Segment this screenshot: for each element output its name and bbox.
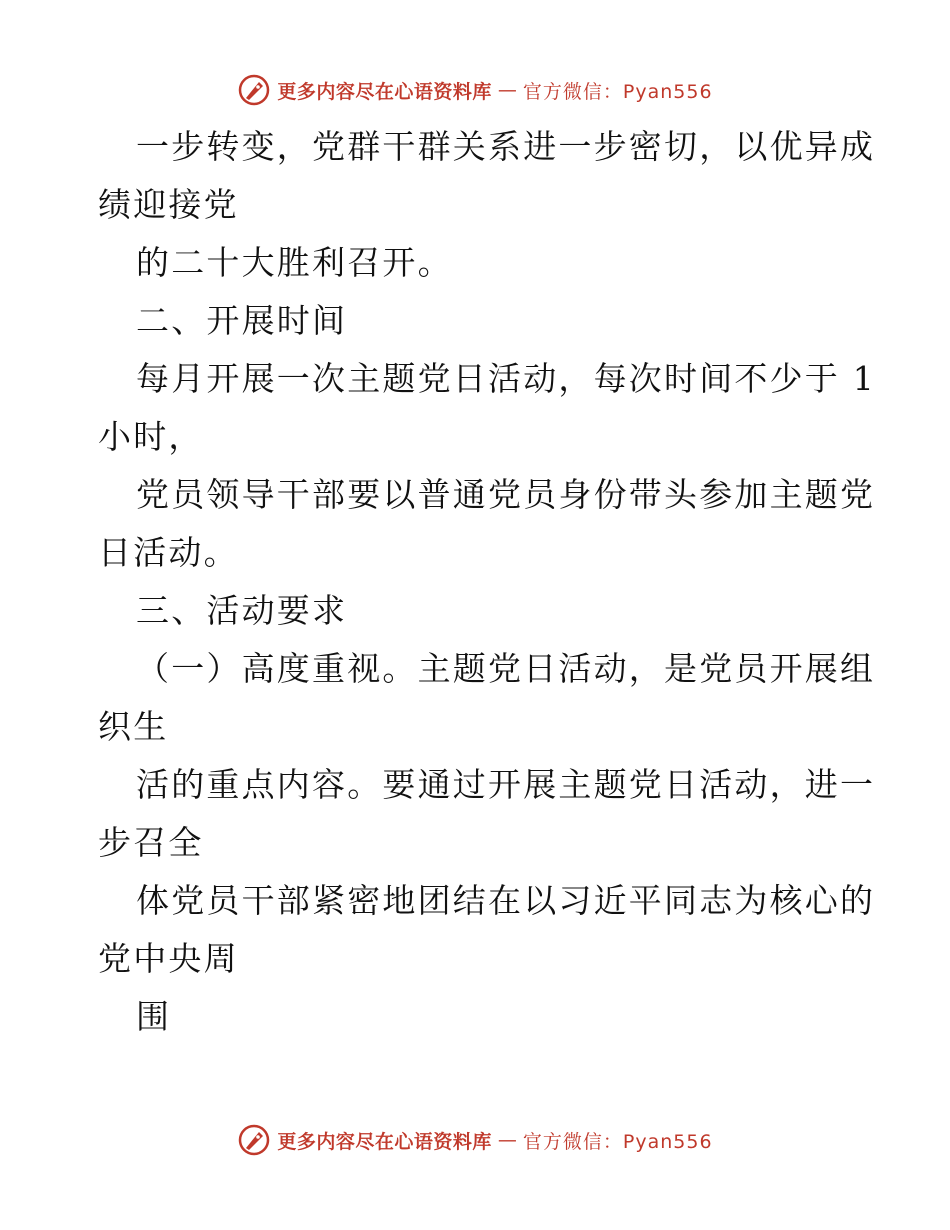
body-line: 党员领导干部要以普通党员身份带头参加主题党 [136, 475, 876, 514]
section-heading: 二、开展时间 [136, 301, 348, 340]
body-line: 一步转变，党群干群关系进一步密切，以优异成 [136, 127, 876, 166]
body-line: 日活动。 [98, 533, 239, 572]
body-line: 步召全 [98, 823, 204, 862]
pen-nib-circle-icon [237, 73, 271, 107]
footer-banner-title: 更多内容尽在心语资料库 [277, 1130, 492, 1153]
footer-watermark-banner [0, 1120, 950, 1160]
pen-nib-circle-icon [237, 1123, 271, 1157]
body-line: 小时， [98, 417, 204, 456]
body-line: 围 [136, 997, 172, 1036]
header-banner-title: 更多内容尽在心语资料库 [277, 80, 492, 103]
body-line: 的二十大胜利召开。 [136, 243, 453, 282]
body-line: 每月开展一次主题党日活动，每次时间不少于 1 [136, 359, 876, 398]
document-body [98, 118, 876, 1046]
header-banner-wechat: 官方微信：Pyan556 [522, 80, 713, 103]
body-line: 织生 [98, 707, 169, 746]
header-banner-dash: — [497, 79, 517, 101]
body-line: 体党员干部紧密地团结在以习近平同志为核心的 [136, 881, 876, 920]
header-watermark-banner [0, 70, 950, 110]
body-line: （一）高度重视。主题党日活动，是党员开展组 [136, 649, 876, 688]
section-heading: 三、活动要求 [136, 591, 348, 630]
body-line: 党中央周 [98, 939, 239, 978]
body-line: 活的重点内容。要通过开展主题党日活动，进一 [136, 765, 876, 804]
body-line: 绩迎接党 [98, 185, 239, 224]
footer-banner-dash: — [497, 1129, 517, 1151]
footer-banner-wechat: 官方微信：Pyan556 [522, 1130, 713, 1153]
